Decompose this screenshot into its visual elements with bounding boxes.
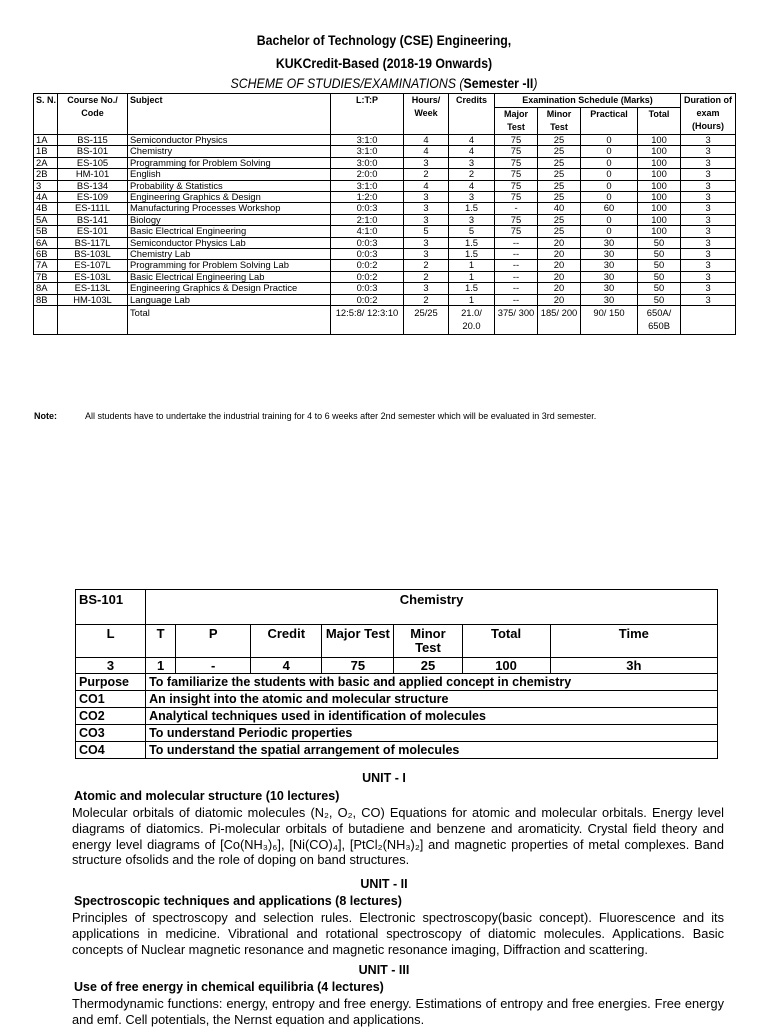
table-cell: 20: [538, 271, 581, 282]
col-major: Major Test: [495, 108, 538, 135]
table-cell: Chemistry: [128, 146, 331, 157]
table-row: [34, 169, 736, 180]
doc-title: Bachelor of Technology (CSE) Engineering,: [256, 32, 512, 48]
table-cell: 4: [404, 135, 449, 146]
table-cell: 3: [681, 203, 736, 214]
course-col-value: 1: [146, 658, 176, 674]
table-cell: 3: [449, 157, 495, 168]
table-cell: HM-103L: [58, 294, 128, 305]
course-col-header: T: [146, 625, 176, 658]
table-cell: 2: [404, 169, 449, 180]
table-cell: 3: [681, 157, 736, 168]
course-col-value: 25: [394, 658, 462, 674]
table-cell: BS-101: [58, 146, 128, 157]
table-row: [34, 260, 736, 271]
total-cell: 375/ 300: [495, 306, 538, 335]
unit-2-text: Principles of spectroscopy and selection rules. Electronic spectroscopy(basic concept). Fluorescence and its applications in medicine. Vibrational and rotational spectroscopy of diatomic molecules. Applications. Basic concepts of Nuclear magnetic resonance and magnetic resonance imaging, Diffraction and scattering.: [72, 910, 724, 957]
table-cell: --: [495, 237, 538, 248]
table-cell: 100: [638, 226, 681, 237]
table-cell: 2A: [34, 157, 58, 168]
table-cell: 0: [581, 192, 638, 203]
table-cell: 3: [681, 192, 736, 203]
table-cell: 100: [638, 180, 681, 191]
table-cell: 50: [638, 249, 681, 260]
table-cell: 4:1:0: [331, 226, 404, 237]
table-cell: 1.5: [449, 283, 495, 294]
table-cell: 6A: [34, 237, 58, 248]
table-cell: 4B: [34, 203, 58, 214]
total-cell: 650A/ 650B: [638, 306, 681, 335]
table-cell: 3: [681, 226, 736, 237]
table-cell: 3: [681, 214, 736, 225]
table-cell: 4: [449, 180, 495, 191]
table-cell: Manufacturing Processes Workshop: [128, 203, 331, 214]
table-cell: 3: [681, 237, 736, 248]
co-label: CO1: [76, 691, 146, 708]
col-duration: Duration of exam (Hours): [681, 94, 736, 135]
table-cell: 5: [404, 226, 449, 237]
table-cell: 2:1:0: [331, 214, 404, 225]
table-cell: 2:0:0: [331, 169, 404, 180]
table-cell: 3: [404, 283, 449, 294]
table-cell: Programming for Problem Solving: [128, 157, 331, 168]
table-cell: 100: [638, 203, 681, 214]
table-cell: 75: [495, 180, 538, 191]
course-table: [75, 589, 718, 759]
table-cell: 25: [538, 146, 581, 157]
table-row: [34, 135, 736, 146]
course-col-value: 75: [322, 658, 394, 674]
table-cell: 0:0:3: [331, 249, 404, 260]
table-cell: 50: [638, 237, 681, 248]
course-name: Chemistry: [146, 590, 718, 625]
table-cell: BS-134: [58, 180, 128, 191]
col-hours: Hours/ Week: [404, 94, 449, 135]
total-cell: [34, 306, 58, 335]
table-cell: Language Lab: [128, 294, 331, 305]
table-row: [34, 294, 736, 305]
table-cell: ES-103L: [58, 271, 128, 282]
table-cell: 4: [404, 180, 449, 191]
table-cell: 6B: [34, 249, 58, 260]
table-cell: 2: [404, 271, 449, 282]
total-cell: 25/25: [404, 306, 449, 335]
table-cell: 8B: [34, 294, 58, 305]
table-cell: Engineering Graphics & Design: [128, 192, 331, 203]
table-cell: 7B: [34, 271, 58, 282]
table-cell: 75: [495, 146, 538, 157]
table-cell: Semiconductor Physics Lab: [128, 237, 331, 248]
table-cell: 25: [538, 180, 581, 191]
table-cell: 3: [404, 237, 449, 248]
table-cell: 75: [495, 169, 538, 180]
table-cell: 1B: [34, 146, 58, 157]
table-total-row: [34, 306, 736, 335]
table-cell: 0:0:3: [331, 237, 404, 248]
table-cell: Basic Electrical Engineering Lab: [128, 271, 331, 282]
table-cell: 4: [404, 146, 449, 157]
col-exam-schedule: Examination Schedule (Marks): [495, 94, 681, 108]
table-cell: ES-111L: [58, 203, 128, 214]
table-cell: 0: [581, 157, 638, 168]
table-cell: 40: [538, 203, 581, 214]
table-cell: ES-105: [58, 157, 128, 168]
table-cell: 25: [538, 157, 581, 168]
table-cell: 1.5: [449, 249, 495, 260]
table-cell: 100: [638, 146, 681, 157]
table-cell: 3: [449, 214, 495, 225]
total-cell: 12:5:8/ 12:3:10: [331, 306, 404, 335]
table-cell: 3: [681, 294, 736, 305]
unit-3-text: Thermodynamic functions: energy, entropy and free energy. Estimations of entropy and free energies. Free energy and emf. Cell potentials, the Nernst equation and applications.: [72, 996, 724, 1027]
total-cell: [58, 306, 128, 335]
table-cell: 3: [681, 169, 736, 180]
table-cell: 25: [538, 226, 581, 237]
total-cell: [681, 306, 736, 335]
table-cell: 0: [581, 214, 638, 225]
table-cell: 5: [449, 226, 495, 237]
col-total: Total: [638, 108, 681, 135]
table-cell: 2: [404, 294, 449, 305]
co-label: CO2: [76, 708, 146, 725]
co-text: To understand Periodic properties: [146, 725, 718, 742]
table-cell: 3: [681, 260, 736, 271]
table-cell: 30: [581, 294, 638, 305]
table-cell: 25: [538, 214, 581, 225]
course-col-value: 3h: [550, 658, 717, 674]
table-cell: 25: [538, 169, 581, 180]
table-cell: --: [495, 283, 538, 294]
course-code: BS-101: [76, 590, 146, 625]
course-col-header: P: [176, 625, 251, 658]
total-cell: 90/ 150: [581, 306, 638, 335]
course-col-header: Credit: [251, 625, 322, 658]
table-cell: 20: [538, 283, 581, 294]
table-row: [34, 203, 736, 214]
table-cell: 20: [538, 237, 581, 248]
table-cell: 50: [638, 294, 681, 305]
table-row: [34, 283, 736, 294]
co-text: Analytical techniques used in identification of molecules: [146, 708, 718, 725]
table-row: [34, 146, 736, 157]
co-label: CO4: [76, 742, 146, 759]
table-cell: 1.5: [449, 203, 495, 214]
table-cell: 30: [581, 271, 638, 282]
course-col-header: Time: [550, 625, 717, 658]
table-cell: ES-107L: [58, 260, 128, 271]
table-cell: 1: [449, 271, 495, 282]
table-cell: 2: [404, 260, 449, 271]
table-cell: 4: [449, 135, 495, 146]
doc-subtitle: KUKCredit-Based (2018-19 Onwards): [275, 55, 493, 71]
table-cell: 75: [495, 192, 538, 203]
table-row: [34, 214, 736, 225]
table-cell: Biology: [128, 214, 331, 225]
table-cell: Engineering Graphics & Design Practice: [128, 283, 331, 294]
table-cell: 3: [681, 283, 736, 294]
table-cell: 100: [638, 135, 681, 146]
unit-2-title: Spectroscopic techniques and applications (8 lectures): [74, 894, 402, 908]
table-cell: 75: [495, 135, 538, 146]
purpose-label: Purpose: [76, 674, 146, 691]
table-cell: 75: [495, 214, 538, 225]
table-cell: 30: [581, 237, 638, 248]
table-cell: 7A: [34, 260, 58, 271]
table-cell: Chemistry Lab: [128, 249, 331, 260]
table-cell: 5A: [34, 214, 58, 225]
course-col-header: Minor Test: [394, 625, 462, 658]
course-col-header: Major Test: [322, 625, 394, 658]
purpose-text: To familiarize the students with basic and applied concept in chemistry: [146, 674, 718, 691]
table-cell: 8A: [34, 283, 58, 294]
table-row: [34, 157, 736, 168]
table-cell: BS-103L: [58, 249, 128, 260]
table-cell: -: [495, 203, 538, 214]
table-cell: 50: [638, 283, 681, 294]
table-cell: 3: [449, 192, 495, 203]
table-cell: 1A: [34, 135, 58, 146]
table-cell: 75: [495, 226, 538, 237]
table-cell: English: [128, 169, 331, 180]
table-cell: 3: [681, 271, 736, 282]
table-cell: 20: [538, 294, 581, 305]
table-cell: 20: [538, 260, 581, 271]
table-cell: 2: [449, 169, 495, 180]
table-cell: 3: [404, 249, 449, 260]
course-col-header: Total: [462, 625, 550, 658]
course-col-value: 100: [462, 658, 550, 674]
total-cell: Total: [128, 306, 331, 335]
total-cell: 185/ 200: [538, 306, 581, 335]
table-cell: BS-141: [58, 214, 128, 225]
unit-1-title: Atomic and molecular structure (10 lectures): [74, 789, 340, 803]
table-cell: Probability & Statistics: [128, 180, 331, 191]
table-cell: --: [495, 249, 538, 260]
col-code: Course No./ Code: [58, 94, 128, 135]
course-col-value: 4: [251, 658, 322, 674]
col-subject: Subject: [128, 94, 331, 135]
table-cell: 1.5: [449, 237, 495, 248]
table-cell: 3:0:0: [331, 157, 404, 168]
co-text: An insight into the atomic and molecular structure: [146, 691, 718, 708]
unit-2-heading: UNIT - II: [360, 877, 408, 891]
table-row: [34, 271, 736, 282]
table-cell: 3: [681, 146, 736, 157]
co-text: To understand the spatial arrangement of molecules: [146, 742, 718, 759]
table-cell: 3:1:0: [331, 180, 404, 191]
table-row: [34, 180, 736, 191]
course-col-value: -: [176, 658, 251, 674]
table-cell: 0: [581, 169, 638, 180]
table-cell: 3: [404, 203, 449, 214]
table-cell: 0:0:2: [331, 294, 404, 305]
table-cell: 30: [581, 283, 638, 294]
col-practical: Practical: [581, 108, 638, 135]
table-cell: 5B: [34, 226, 58, 237]
table-row: [34, 249, 736, 260]
table-cell: 25: [538, 135, 581, 146]
table-cell: 3: [404, 157, 449, 168]
note: Note: All students have to undertake the industrial training for 4 to 6 weeks after 2nd semester which will be evaluated in 3rd semester.: [34, 411, 597, 421]
table-cell: 0:0:2: [331, 260, 404, 271]
table-row: [34, 192, 736, 203]
table-cell: 75: [495, 157, 538, 168]
table-cell: 100: [638, 157, 681, 168]
table-row: [34, 226, 736, 237]
col-ltp: L:T:P: [331, 94, 404, 135]
unit-3-title: Use of free energy in chemical equilibria (4 lectures): [74, 980, 384, 994]
table-cell: 0:0:2: [331, 271, 404, 282]
table-cell: 3:1:0: [331, 146, 404, 157]
table-cell: ES-109: [58, 192, 128, 203]
table-cell: 1:2:0: [331, 192, 404, 203]
col-credits: Credits: [449, 94, 495, 135]
scheme-table: [33, 93, 736, 335]
unit-1-text: Molecular orbitals of diatomic molecules (N₂, O₂, CO) Equations for atomic and molecular orbitals. Energy level diagrams of diatomics. Pi-molecular orbitals of butadiene and benzene and aromaticity. Crystal field theory and energy level diagrams of [Co(NH₃)₆], [Ni(CO)₄], [PtCl₂(NH₃)₂] and magnetic properties of metal complexes. Band structure ofsolids and the role of doping on band structures.: [72, 805, 724, 868]
table-cell: --: [495, 260, 538, 271]
course-col-value: 3: [76, 658, 146, 674]
table-cell: 30: [581, 260, 638, 271]
table-cell: 3: [681, 249, 736, 260]
table-cell: --: [495, 271, 538, 282]
table-cell: 3: [681, 180, 736, 191]
table-cell: ES-113L: [58, 283, 128, 294]
table-cell: Programming for Problem Solving Lab: [128, 260, 331, 271]
table-cell: ES-101: [58, 226, 128, 237]
table-cell: 1: [449, 294, 495, 305]
table-cell: 0: [581, 146, 638, 157]
scheme-title: SCHEME OF STUDIES/EXAMINATIONS (Semester -II): [230, 75, 538, 91]
table-cell: 50: [638, 260, 681, 271]
table-cell: 1: [449, 260, 495, 271]
co-label: CO3: [76, 725, 146, 742]
table-cell: 4: [449, 146, 495, 157]
table-cell: 60: [581, 203, 638, 214]
table-row: [34, 237, 736, 248]
course-col-header: L: [76, 625, 146, 658]
table-cell: 0:0:3: [331, 283, 404, 294]
table-cell: BS-117L: [58, 237, 128, 248]
col-sn: S. N.: [34, 94, 58, 135]
table-cell: 3: [681, 135, 736, 146]
table-cell: Basic Electrical Engineering: [128, 226, 331, 237]
table-cell: 2B: [34, 169, 58, 180]
unit-1-heading: UNIT - I: [362, 771, 406, 785]
table-cell: BS-115: [58, 135, 128, 146]
table-cell: 3: [404, 214, 449, 225]
table-cell: 30: [581, 249, 638, 260]
total-cell: 21.0/ 20.0: [449, 306, 495, 335]
table-cell: 0:0:3: [331, 203, 404, 214]
table-cell: 20: [538, 249, 581, 260]
table-cell: 4A: [34, 192, 58, 203]
col-minor: Minor Test: [538, 108, 581, 135]
table-cell: 3: [34, 180, 58, 191]
table-cell: Semiconductor Physics: [128, 135, 331, 146]
table-cell: 0: [581, 226, 638, 237]
table-cell: 100: [638, 214, 681, 225]
table-cell: 25: [538, 192, 581, 203]
table-cell: 3:1:0: [331, 135, 404, 146]
table-cell: 0: [581, 180, 638, 191]
table-cell: 100: [638, 169, 681, 180]
table-cell: 3: [404, 192, 449, 203]
table-cell: 100: [638, 192, 681, 203]
table-cell: HM-101: [58, 169, 128, 180]
table-cell: --: [495, 294, 538, 305]
table-cell: 50: [638, 271, 681, 282]
table-cell: 0: [581, 135, 638, 146]
unit-3-heading: UNIT - III: [358, 963, 410, 977]
